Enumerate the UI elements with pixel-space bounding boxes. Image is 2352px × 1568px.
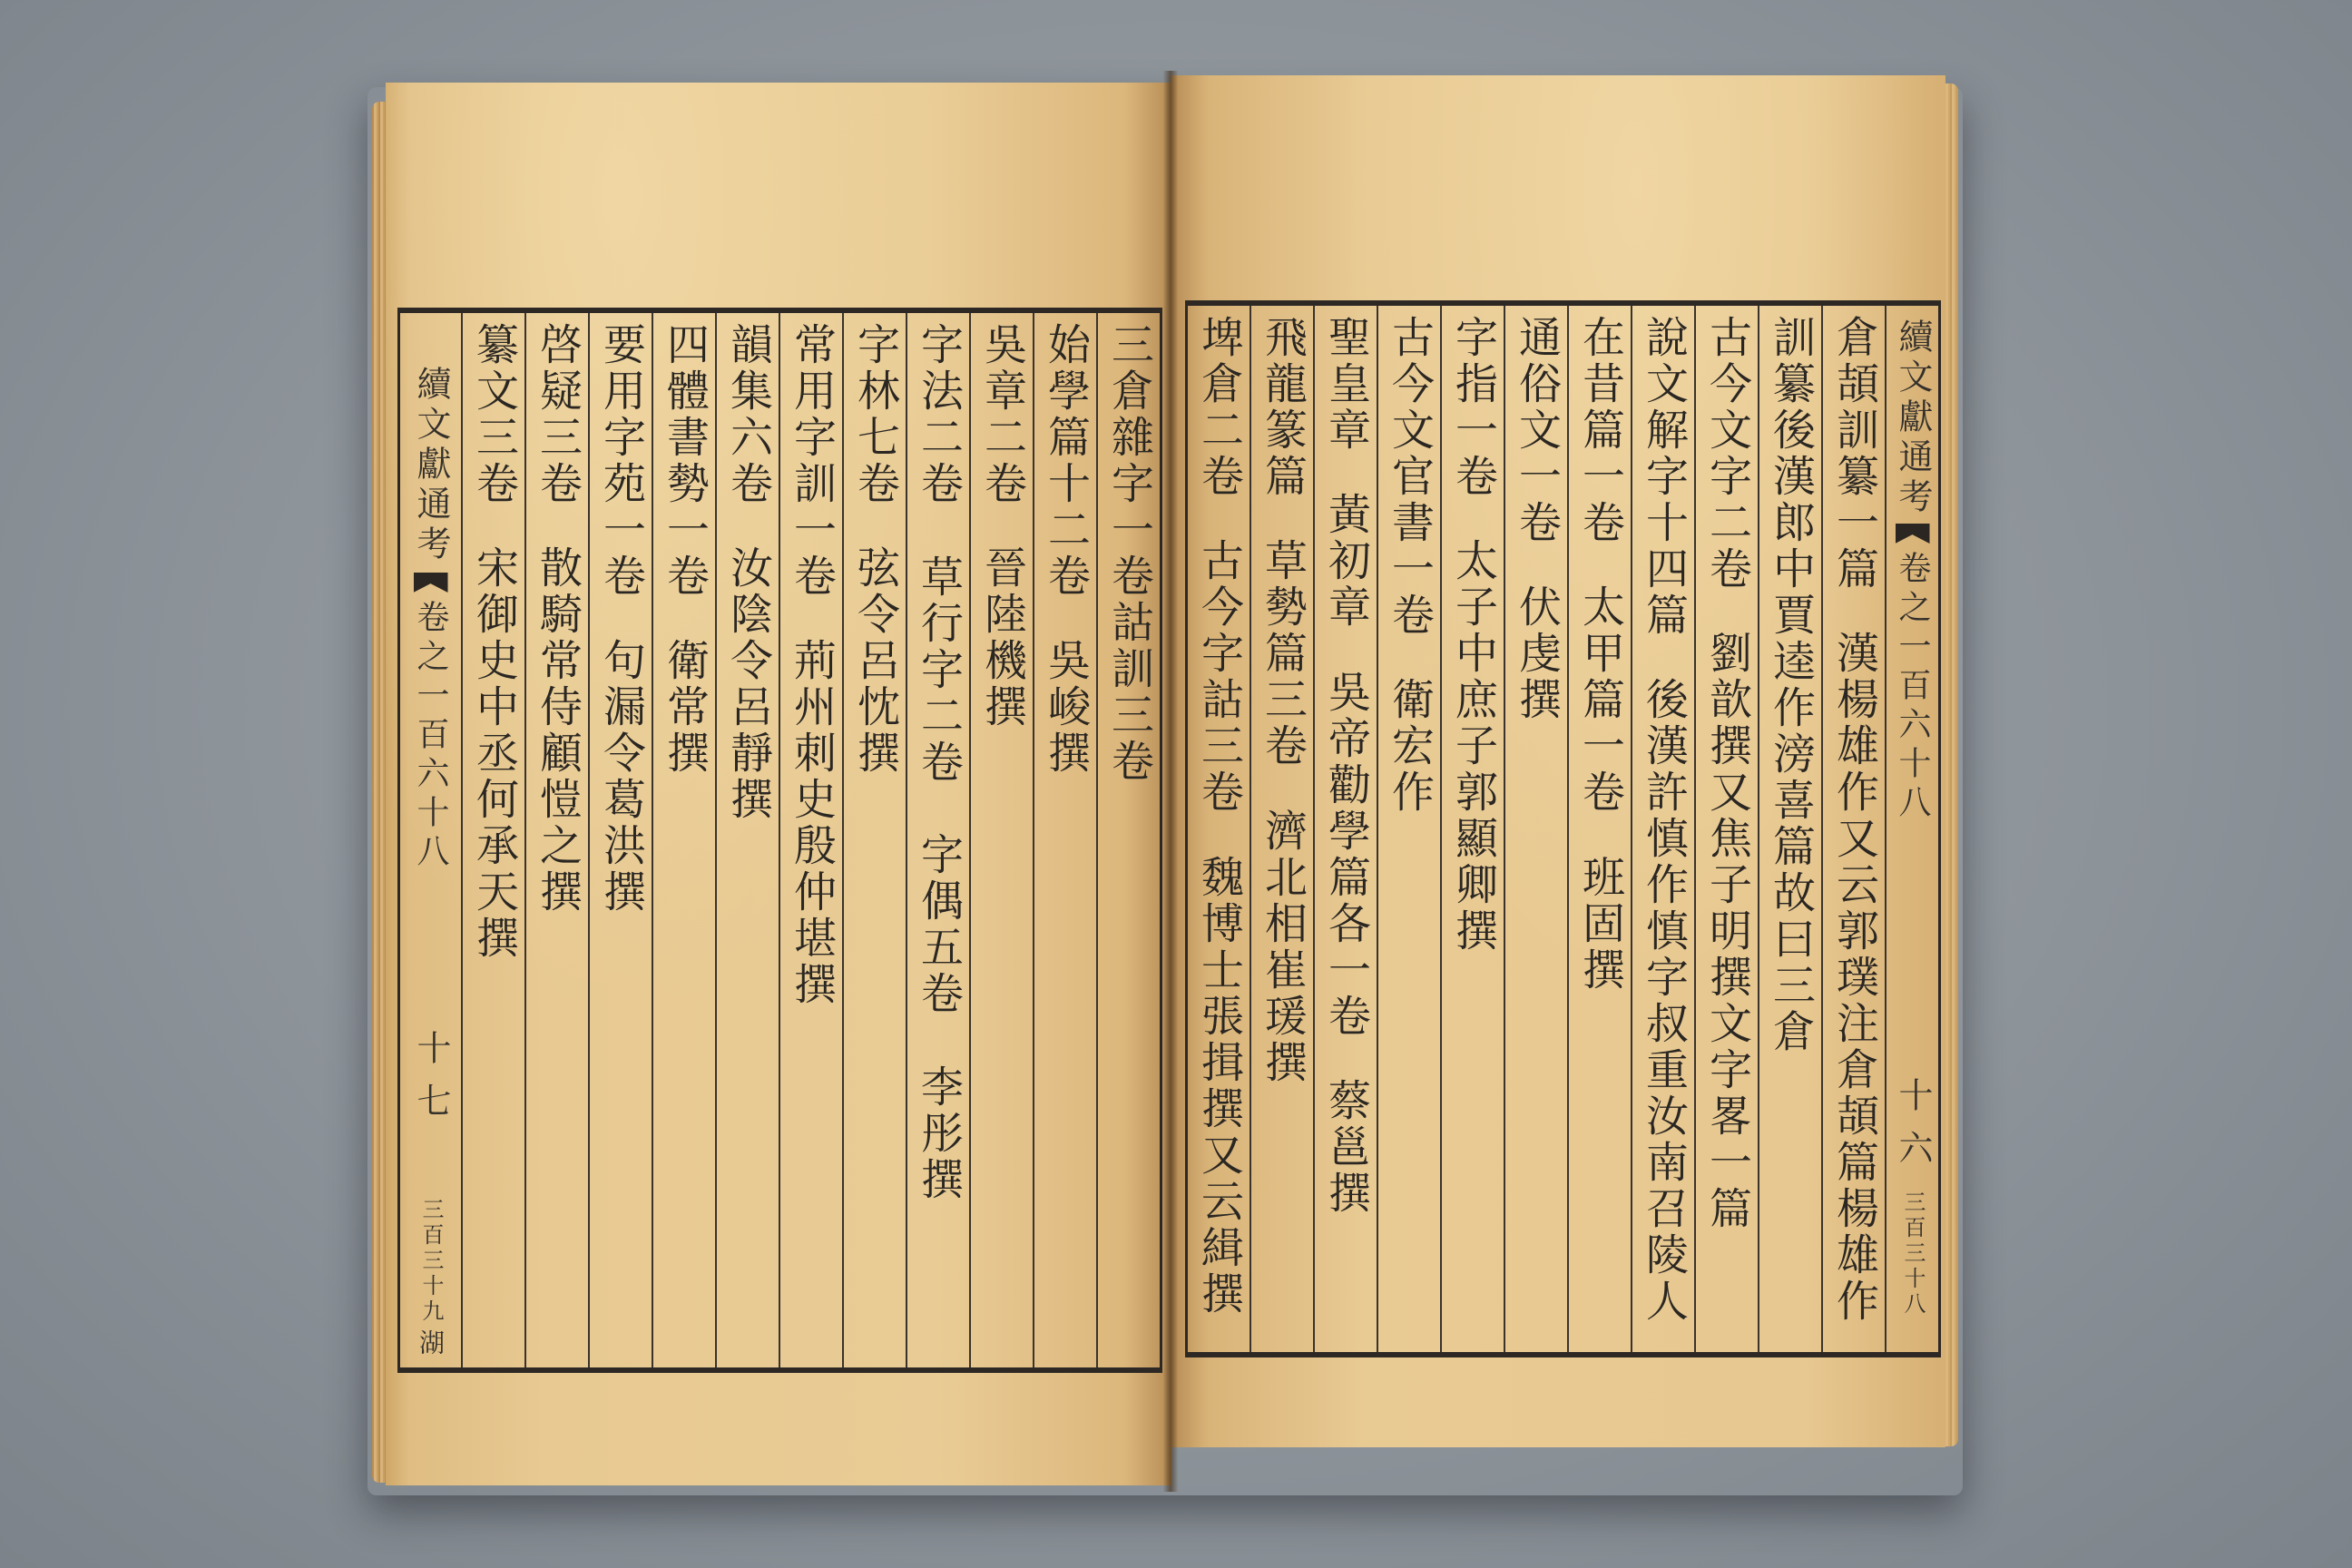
- text-column: [1696, 306, 1759, 1352]
- column-segment: 魏博士張揖撰又云緝撰: [1194, 854, 1244, 1318]
- right-page: [1171, 75, 1945, 1447]
- column-segment: 衛宏作: [1385, 677, 1435, 817]
- text-column: [715, 313, 779, 1367]
- text-column: [1823, 306, 1886, 1352]
- text-column: [1505, 306, 1569, 1352]
- margin-page-number: 三百三十八: [1900, 1191, 1926, 1318]
- text-column: [1033, 313, 1096, 1367]
- right-text-frame: [1185, 300, 1941, 1357]
- column-segment: 衛常撰: [660, 638, 710, 778]
- column-segment: 李彤撰: [914, 1064, 964, 1204]
- column-segment: 四體書勢一卷: [660, 322, 710, 600]
- column-segment: 常用字訓一卷: [787, 322, 837, 600]
- column-segment: 汝陰令呂靜撰: [723, 545, 773, 824]
- column-segment: 始學篇十二卷: [1041, 322, 1091, 600]
- text-column: [779, 313, 842, 1367]
- book-spine-fold: [1163, 71, 1178, 1492]
- column-segment: 三倉雜字一卷詁訓三卷: [1104, 322, 1154, 785]
- column-segment: 字指一卷: [1448, 315, 1498, 500]
- text-column: [842, 313, 906, 1367]
- text-column: [588, 313, 652, 1367]
- left-text-frame: [397, 308, 1162, 1373]
- page-margin-column: [400, 313, 461, 1367]
- left-page: [386, 83, 1171, 1485]
- column-segment: 伏虔撰: [1512, 584, 1562, 724]
- text-column: [1188, 306, 1251, 1352]
- text-column: [1569, 306, 1632, 1352]
- column-segment: 聖皇章: [1321, 315, 1371, 454]
- text-column: [969, 313, 1033, 1367]
- column-segment: 韻集六卷: [723, 322, 773, 507]
- text-column: [1442, 306, 1505, 1352]
- column-segment: 訓纂後漢郎中賈逵作滂喜篇故曰三倉: [1766, 315, 1816, 1055]
- text-column: [524, 313, 588, 1367]
- margin-volume: 卷之一百六十八: [412, 600, 449, 873]
- margin-leaf-number: 十七: [411, 1030, 451, 1135]
- column-segment: 古今字詁三卷: [1194, 538, 1244, 817]
- column-segment: 漢楊雄作又云郭璞注倉頡篇楊雄作: [1829, 631, 1879, 1326]
- column-segment: 弦令呂忱撰: [850, 545, 900, 778]
- margin-page-number: 三百三十九: [418, 1198, 444, 1325]
- column-segment: 古今文官書一卷: [1385, 315, 1435, 639]
- column-segment: 倉頡訓纂一篇: [1829, 315, 1879, 593]
- column-segment: 班固撰: [1575, 854, 1625, 994]
- text-column: [1759, 306, 1823, 1352]
- margin-volume: 卷之一百六十八: [1894, 551, 1931, 824]
- column-segment: 古今文字二卷: [1702, 315, 1752, 593]
- column-segment: 後漢許慎作慎字叔重汝南召陵人: [1639, 677, 1689, 1326]
- column-segment: 說文解字十四篇: [1639, 315, 1689, 639]
- fishtail-mark: [1896, 524, 1930, 544]
- margin-book-title: 續文獻通考: [411, 366, 451, 565]
- fishtail-mark: [414, 573, 448, 593]
- column-segment: 濟北相崔瑗撰: [1258, 808, 1308, 1086]
- column-segment: 黃初章: [1321, 492, 1371, 632]
- column-segment: 吳峻撰: [1041, 638, 1091, 778]
- text-column: [652, 313, 715, 1367]
- page-margin-column: [1886, 306, 1938, 1352]
- column-segment: 啓疑三卷: [533, 322, 583, 507]
- margin-leaf-number: 十六: [1893, 1077, 1933, 1182]
- text-column: [1096, 313, 1160, 1367]
- column-segment: 要用字苑一卷: [596, 322, 646, 600]
- column-segment: 散騎常侍顧愷之撰: [533, 545, 583, 916]
- margin-book-title: 續文獻通考: [1893, 318, 1933, 518]
- column-segment: 宋御史中丞何承天撰: [469, 545, 519, 963]
- column-segment: 字偶五卷: [914, 832, 964, 1018]
- column-segment: 飛龍篆篇: [1258, 315, 1308, 500]
- text-column: [1632, 306, 1696, 1352]
- column-segment: 字法二卷: [914, 322, 964, 507]
- column-segment: 草行字二卷: [914, 554, 964, 786]
- column-segment: 太甲篇一卷: [1575, 584, 1625, 817]
- column-segment: 晉陸機撰: [977, 545, 1027, 731]
- column-segment: 吳章二卷: [977, 322, 1027, 507]
- text-column: [906, 313, 969, 1367]
- text-column: [1315, 306, 1378, 1352]
- column-segment: 草勢篇三卷: [1258, 538, 1308, 770]
- column-segment: 太子中庶子郭顯卿撰: [1448, 538, 1498, 956]
- column-segment: 劉歆撰又焦子明撰文字畧一篇: [1702, 631, 1752, 1233]
- column-segment: 蔡邕撰: [1321, 1077, 1371, 1217]
- text-column: [1378, 306, 1442, 1352]
- column-segment: 纂文三卷: [469, 322, 519, 507]
- text-column: [1251, 306, 1315, 1352]
- margin-carver-mark: 湖: [416, 1329, 446, 1355]
- column-segment: 通俗文一卷: [1512, 315, 1562, 546]
- text-column: [461, 313, 524, 1367]
- column-segment: 字林七卷: [850, 322, 900, 507]
- column-segment: 在昔篇一卷: [1575, 315, 1625, 546]
- column-segment: 吳帝勸學篇各一卷: [1321, 669, 1371, 1040]
- column-segment: 荊州刺史殷仲堪撰: [787, 638, 837, 1009]
- column-segment: 句漏令葛洪撰: [596, 638, 646, 916]
- column-segment: 埤倉二卷: [1194, 315, 1244, 500]
